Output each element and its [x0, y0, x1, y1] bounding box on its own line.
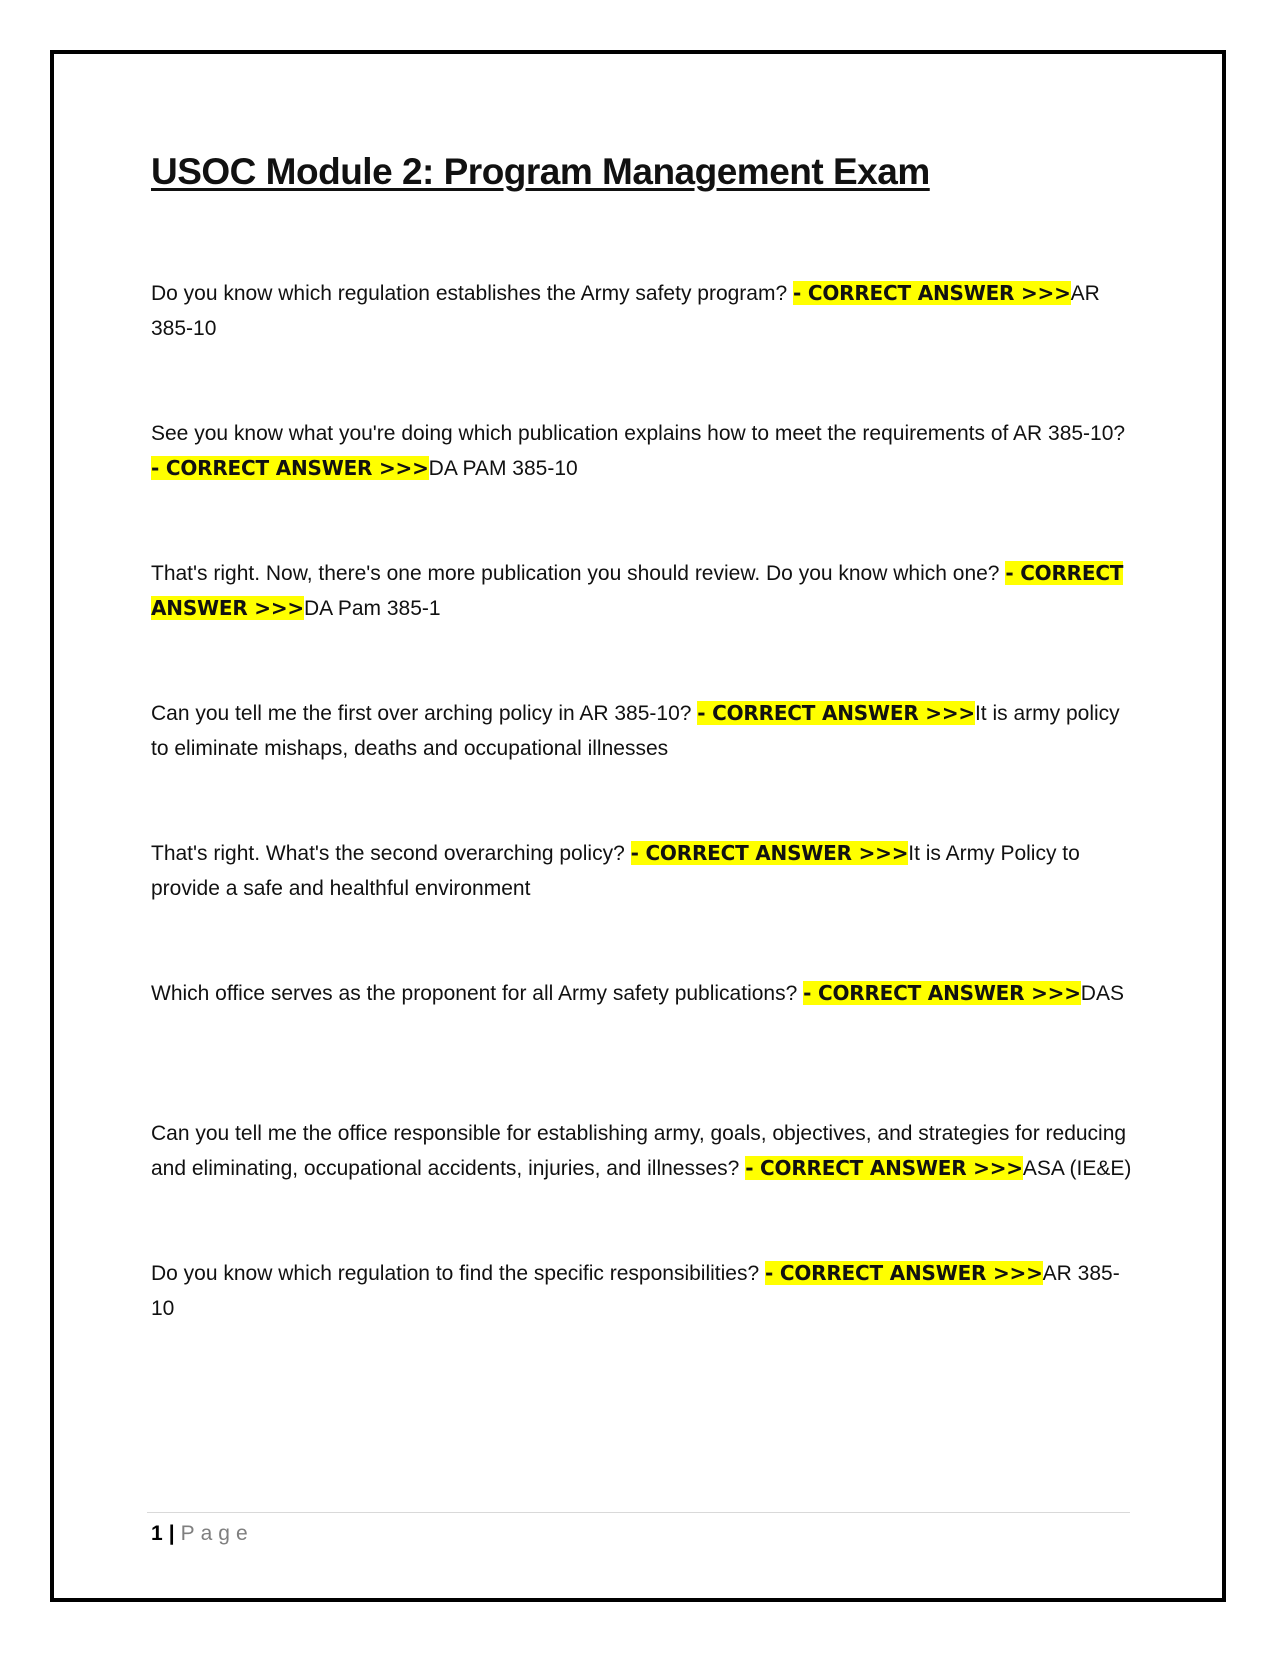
correct-answer-marker: - CORRECT ANSWER >>> — [745, 1156, 1023, 1180]
footer-separator: | — [168, 1522, 175, 1545]
question-text: That's right. What's the second overarching policy? — [151, 842, 631, 865]
answer-text: ASA (IE&E) — [1022, 1157, 1132, 1180]
answer-text: DAS — [1080, 982, 1124, 1005]
document-body — [151, 150, 1136, 1320]
answer-text: It is Army Policy to provide a safe and healthful environment — [151, 842, 1080, 900]
correct-answer-marker: - CORRECT ANSWER >>> — [793, 281, 1071, 305]
page-footer — [151, 1519, 254, 1549]
question-text: Which office serves as the proponent for all Army safety publications? — [151, 982, 804, 1005]
qa-item — [151, 276, 1136, 346]
answer-text: DA Pam 385-1 — [303, 597, 441, 620]
question-text: Do you know which regulation to find the specific responsibilities? — [151, 1262, 765, 1285]
qa-item — [151, 836, 1136, 906]
qa-item — [151, 1116, 1136, 1186]
correct-answer-marker: - CORRECT ANSWER >>> — [630, 841, 909, 865]
qa-list — [151, 276, 1136, 1396]
correct-answer-marker: - CORRECT ANSWER >>> — [697, 701, 975, 725]
qa-item — [151, 416, 1136, 486]
qa-item — [151, 1256, 1136, 1326]
question-text: Can you tell me the first over arching policy in AR 385-10? — [151, 702, 698, 725]
question-text: Do you know which regulation establishes the Army safety program? — [151, 282, 793, 305]
qa-item — [151, 976, 1136, 1046]
answer-text: It is army policy to eliminate mishaps, deaths and occupational illnesses — [151, 702, 1120, 760]
correct-answer-marker: - CORRECT ANSWER >>> — [151, 456, 429, 480]
document-title: USOC Module 2: Program Management Exam — [151, 151, 930, 192]
question-text: Can you tell me the office responsible for establishing army, goals, objectives, and strategies for reducing and eliminating, occupational accidents, injuries, and illnesses? — [151, 1122, 1127, 1180]
answer-text: AR 385-10 — [151, 282, 1100, 340]
question-text: See you know what you're doing which publication explains how to meet the requirements of AR 385-10? — [151, 422, 1126, 445]
footer-divider — [147, 1512, 1130, 1513]
answer-text: DA PAM 385-10 — [428, 457, 578, 480]
correct-answer-marker: - CORRECT ANSWER >>> — [151, 561, 1124, 620]
page-number: 1 — [151, 1522, 163, 1545]
answer-text: AR 385-10 — [151, 1262, 1120, 1320]
correct-answer-marker: - CORRECT ANSWER >>> — [765, 1261, 1043, 1285]
qa-item — [151, 696, 1136, 766]
page-label: Page — [180, 1522, 254, 1545]
question-text: That's right. Now, there's one more publication you should review. Do you know which one? — [151, 562, 1006, 585]
correct-answer-marker: - CORRECT ANSWER >>> — [803, 981, 1081, 1005]
qa-item — [151, 556, 1136, 626]
